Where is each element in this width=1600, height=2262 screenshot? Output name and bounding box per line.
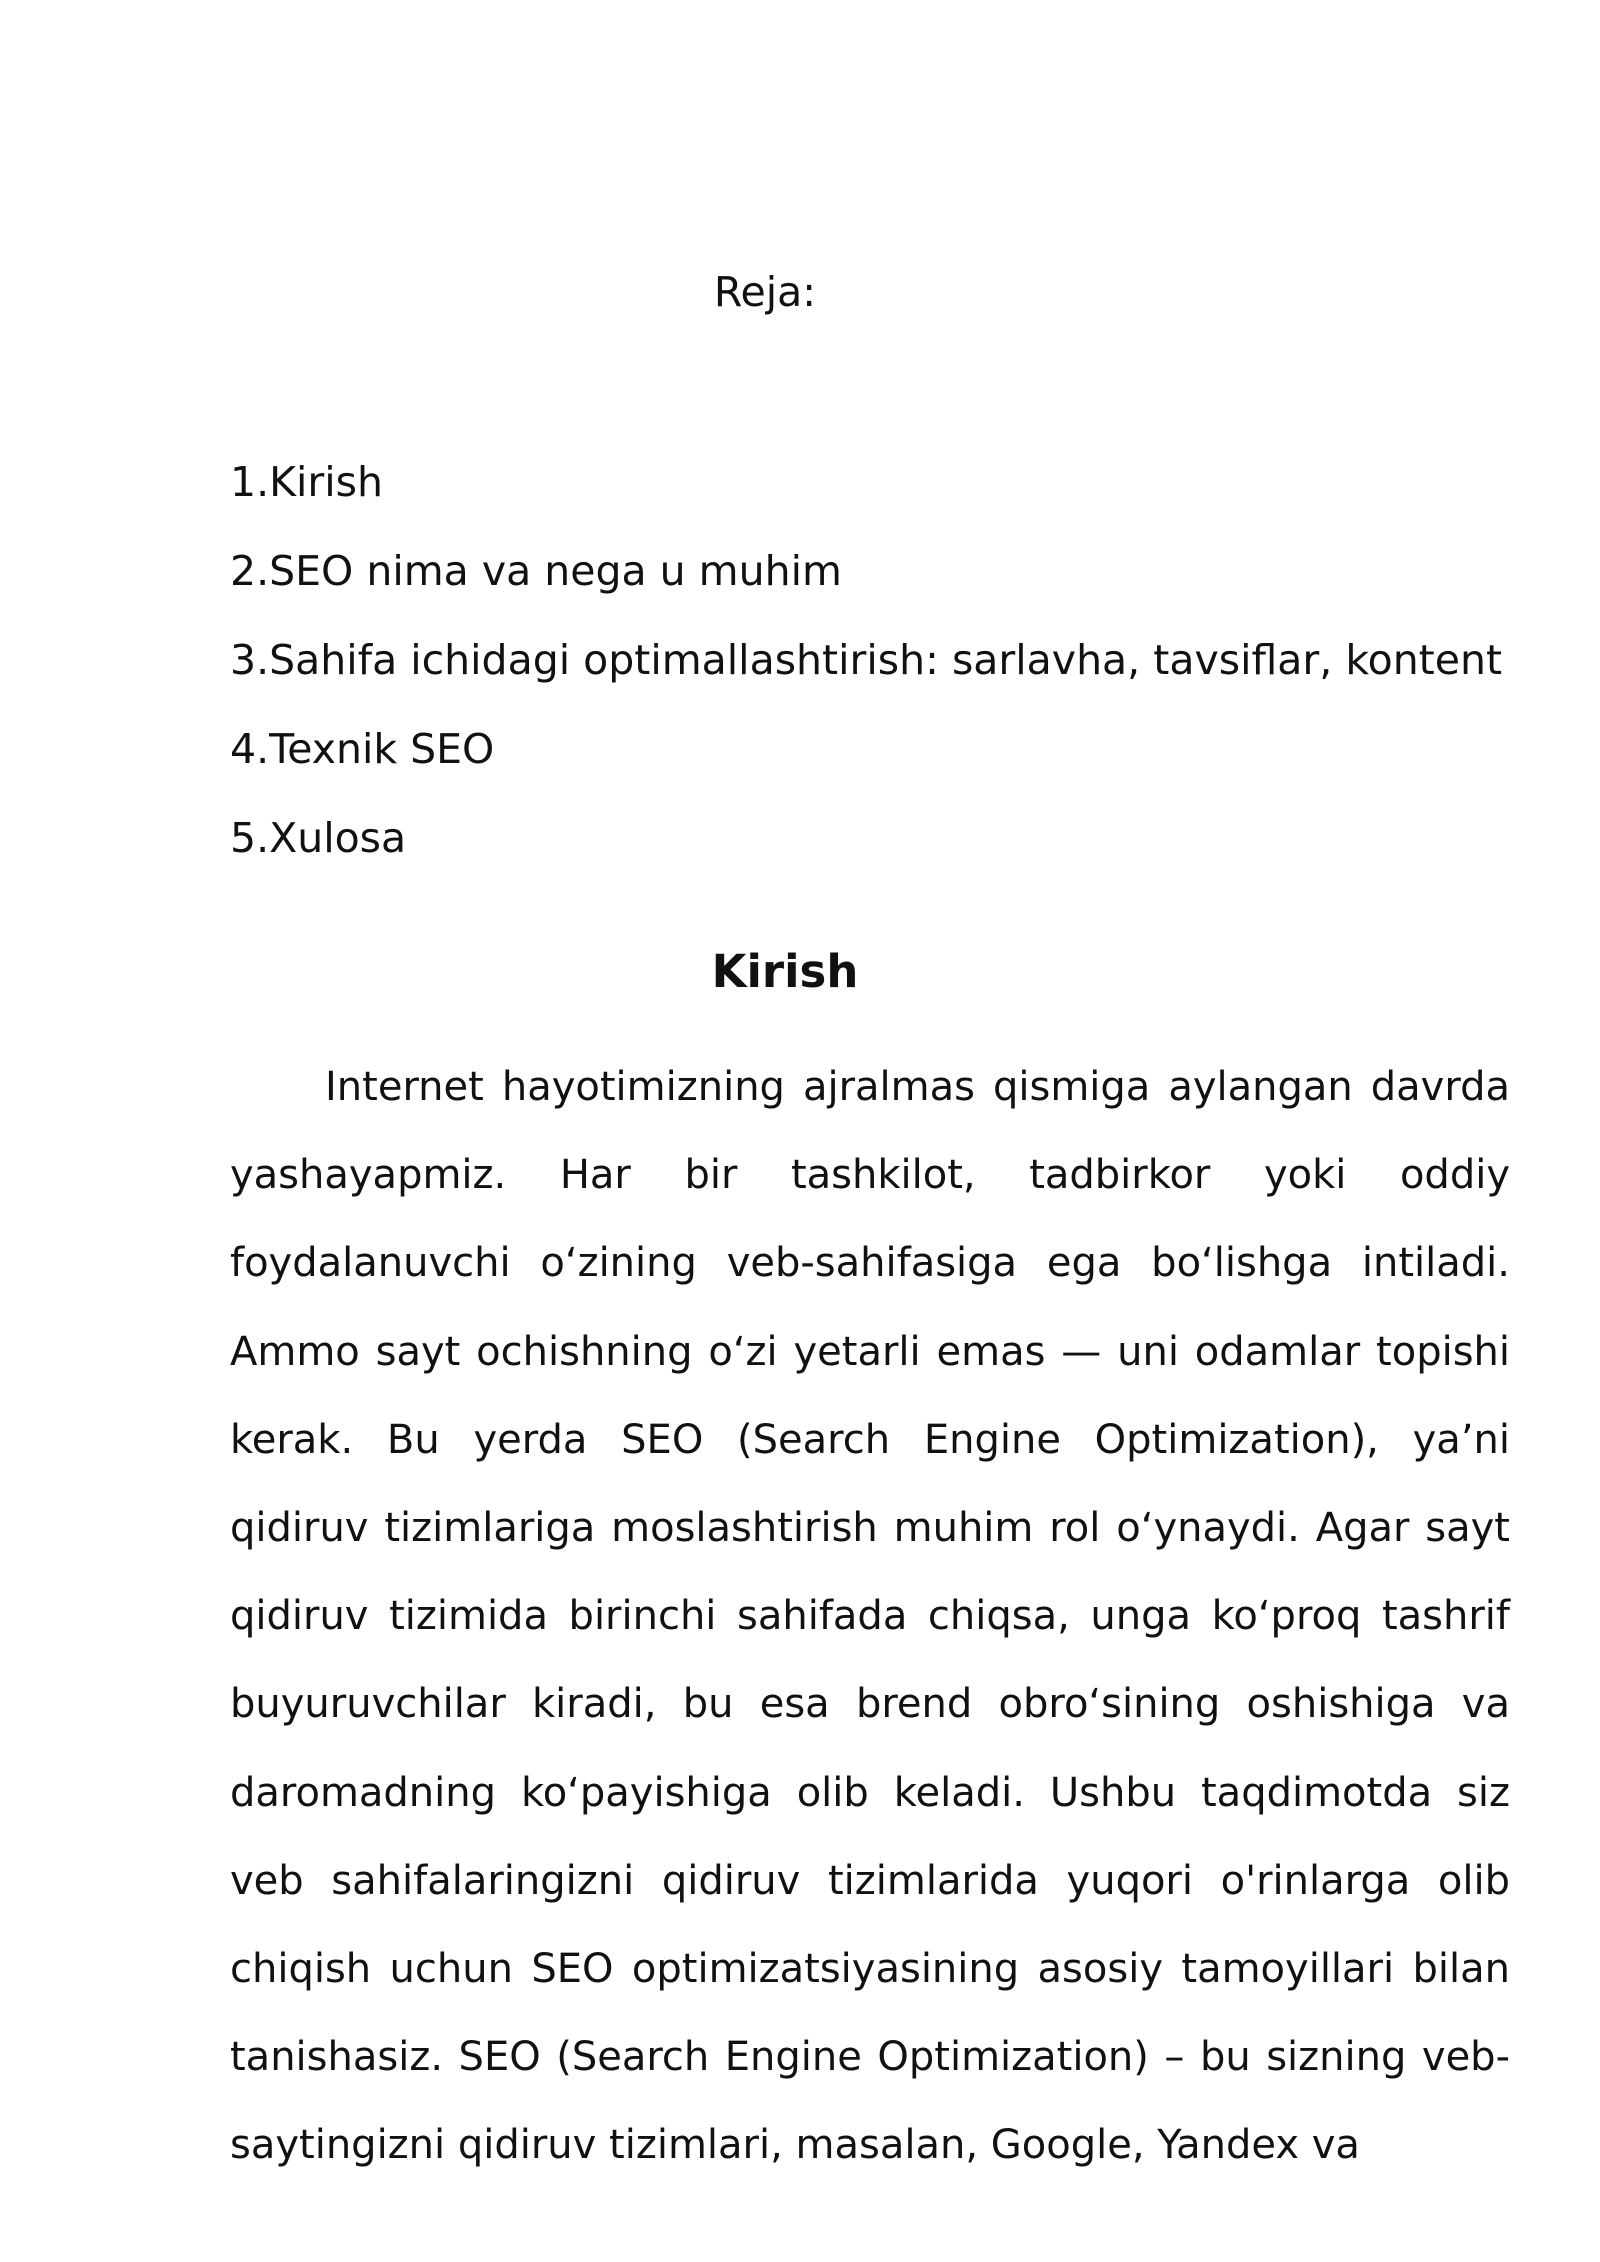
plan-list [230, 438, 1502, 883]
plan-item-1: 1.Kirish [230, 458, 383, 506]
plan-item-5: 5.Xulosa [230, 814, 407, 862]
plan-item-4: 4.Texnik SEO [230, 725, 495, 773]
plan-title: Reja: [713, 268, 817, 316]
plan-item-3: 3.Sahifa ichidagi optimallashtirish: sarlavha, tavsiflar, kontent [230, 636, 1503, 684]
section-heading: Kirish [711, 945, 859, 998]
plan-item-2: 2.SEO nima va nega u muhim [230, 547, 842, 595]
intro-paragraph: Internet hayotimizning ajralmas qismiga aylangan davrda yashayapmiz. Har bir tashkilot, tadbirkor yoki oddiy foydalanuvchi o‘zining veb-sahifasiga ega bo‘lishga intiladi. Ammo sayt ochishning o‘zi yetarli emas — uni odamlar topishi kerak. Bu yerda SEO (Search Engine Optimization), ya’ni qidiruv tizimlariga moslashtirish muhim rol o‘ynaydi. Agar sayt qidiruv tizimida birinchi sahifada chiqsa, unga ko‘proq tashrif buyuruvchilar kiradi, bu esa brend obro‘sining oshishiga va daromadning ko‘payishiga olib keladi. Ushbu taqdimotda siz veb sahifalaringizni qidiruv tizimlarida yuqori o'rinlarga olib chiqish uchun SEO optimizatsiyasining asosiy tamoyillari bilan tanishasiz. SEO (Search Engine Optimization) – bu sizning veb-saytingizni qidiruv tizimlari, masalan, Google, Yandex va [230, 1064, 1510, 2169]
